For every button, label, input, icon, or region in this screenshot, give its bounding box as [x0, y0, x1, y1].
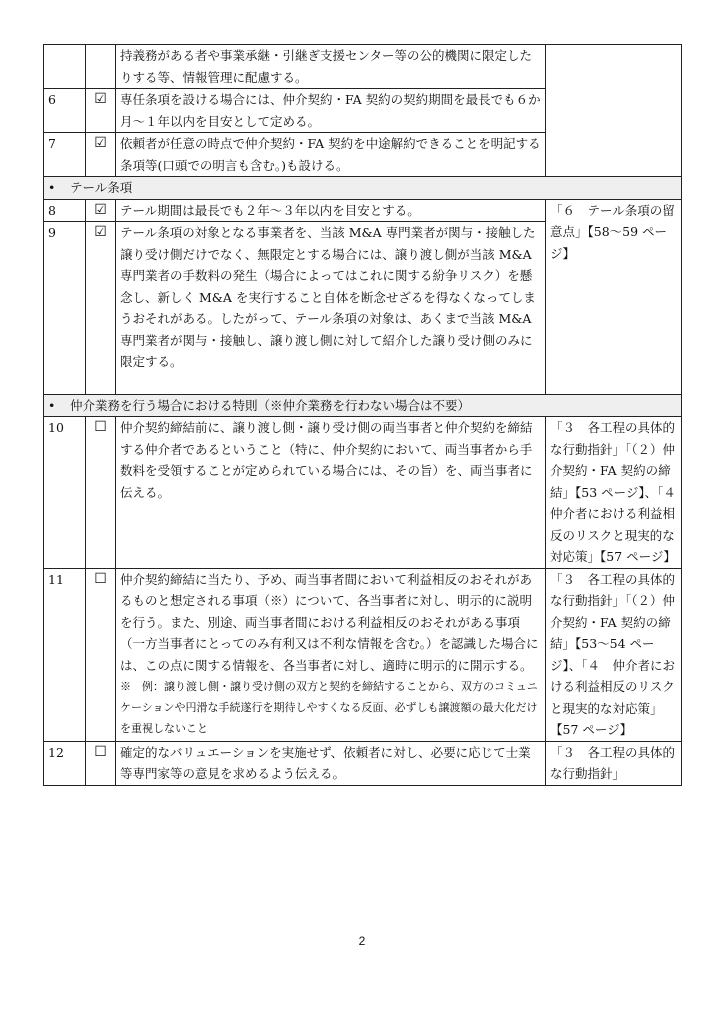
table-row [44, 741, 682, 785]
item-number: 8 [44, 199, 86, 222]
table-row [44, 417, 682, 569]
unchecked-box-icon[interactable]: ☐ [86, 417, 116, 569]
table-row [44, 568, 682, 741]
item-number [44, 45, 86, 89]
section-title: テール条項 [70, 180, 133, 195]
reference-cell [546, 45, 682, 177]
item-number: 9 [44, 222, 86, 395]
unchecked-box-icon[interactable]: ☐ [86, 741, 116, 785]
page-number: 2 [358, 934, 366, 948]
item-text [116, 222, 546, 395]
checklist-table [43, 44, 689, 786]
reference-cell: 「３ 各工程の具体的な行動指針」「（２）仲介契約・FA 契約の締結」【53～54 ページ】、「４ 仲介者における利益相反のリスクと現実的な対応策」【57 ページ】 [546, 568, 682, 741]
item-text: テール期間は最長でも２年～３年以内を目安とする。 [116, 199, 546, 222]
reference-cell: 「６ テール条項の留意点」【58～59 ページ】 [546, 199, 682, 394]
item-number: 11 [44, 568, 86, 741]
bullet-icon: • [48, 397, 56, 413]
section-title: 仲介業務を行う場合における特則（※仲介業務を行わない場合は不要） [70, 397, 471, 413]
checked-box-icon[interactable]: ☑ [86, 133, 116, 177]
check-cell [86, 45, 116, 89]
reference-cell: 「３ 各工程の具体的な行動指針」「（２）仲介契約・FA 契約の締結」【53 ページ】、「４ 仲介者における利益相反のリスクと現実的な対応策」【57 ページ】 [546, 417, 682, 569]
item-text: 依頼者が任意の時点で仲介契約・FA 契約を中途解約できることを明記する条項等(口頭での明言も含む。)も設ける。 [116, 133, 546, 177]
section-header [44, 394, 682, 417]
checked-box-icon[interactable]: ☑ [86, 222, 116, 395]
checked-box-icon[interactable]: ☑ [86, 89, 116, 133]
table-row [44, 45, 682, 89]
item-number: 7 [44, 133, 86, 177]
item-number: 12 [44, 741, 86, 785]
checked-box-icon[interactable]: ☑ [86, 199, 116, 222]
item-text: 仲介契約締結前に、譲り渡し側・譲り受け側の両当事者と仲介契約を締結する仲介者であるということ（特に、仲介契約において、両当事者から手数料を受領することが定められている場合には、その旨）を、両当事者に伝える。 [116, 417, 546, 569]
item-text: 確定的なバリュエーションを実施せず、依頼者に対し、必要に応じて士業等専門家等の意見を求めるよう伝える。 [116, 741, 546, 785]
item-text-body: 仲介契約締結に当たり、予め、両当事者間において利益相反のおそれがあるものと想定される事項（※）について、各当事者に対し、明示的に説明を行う。また、別途、両当事者間における利益相反のおそれがある事項（一方当事者にとってのみ有利又は不利な情報を含む。）を認識した場合には、この点に関する情報を、各当事者に対し、適時に明示的に開示する。 [120, 571, 539, 673]
reference-cell: 「３ 各工程の具体的な行動指針」 [546, 741, 682, 785]
item-text [116, 568, 546, 741]
unchecked-box-icon[interactable]: ☐ [86, 568, 116, 741]
item-number: 6 [44, 89, 86, 133]
item-text: 持義務がある者や事業承継・引継ぎ支援センター等の公的機関に限定したりする等、情報管理に配慮する。 [116, 45, 546, 89]
item-text: 専任条項を設ける場合には、仲介契約・FA 契約の契約期間を最長でも６か月～１年以内を目安として定める。 [116, 89, 546, 133]
item-note: ※ 例：譲り渡し側・譲り受け側の双方と契約を締結することから、双方のコミュニケーションや円滑な手続遂行を期待しやすくなる反面、必ずしも譲渡額の最大化だけを重視しないこと [120, 680, 538, 735]
item-number: 10 [44, 417, 86, 569]
item-text-body: テール条項の対象となる事業者を、当該 M&A 専門業者が関与・接触した譲り受け側だけでなく、無限定とする場合には、譲り渡し側が当該 M&A 専門業者の手数料の発生（場合によってはこれに関する紛争リスク）を懸念し、新しく M&A を実行すること自体を断念せざるを得なくなってしまうおそれがある。したがって、テール条項の対象は、あくまで当該 M&A 専門業者が関与・接触し、譲り渡し側に対して紹介した譲り受け側のみに限定する。 [120, 225, 536, 369]
table-row [44, 199, 682, 222]
section-header [44, 177, 682, 200]
bullet-icon: • [48, 180, 56, 195]
